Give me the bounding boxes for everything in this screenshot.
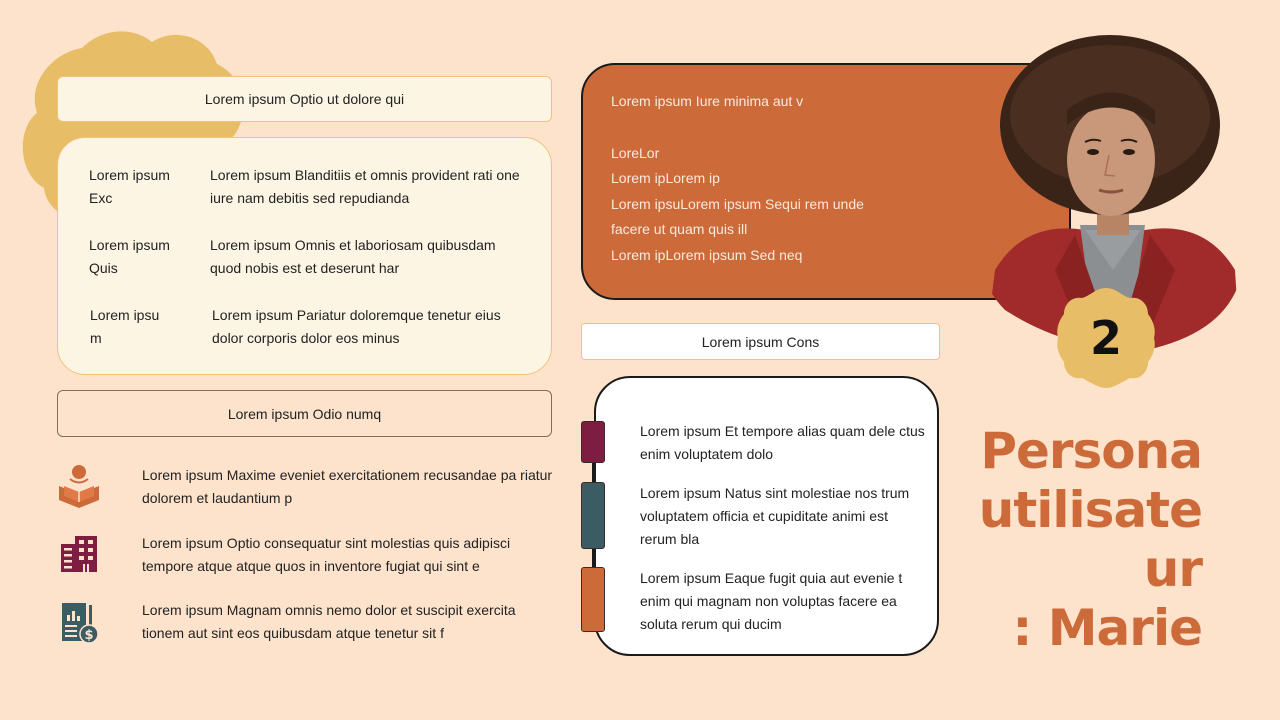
profile-header: Lorem ipsum Optio ut dolore qui <box>57 76 552 122</box>
bio-line: Lorem ipsuLorem ipsum Sequi rem unde <box>611 196 864 212</box>
feature-text: Lorem ipsum Magnam omnis nemo dolor et suscipit exercita tionem aut sint eos quibusdam atque tenetur sit f <box>142 602 516 641</box>
profile-info-card <box>57 137 552 375</box>
info-key: Lorem ipsu m <box>90 307 160 346</box>
feature-item <box>56 464 556 514</box>
persona-number: 2 <box>1089 311 1122 365</box>
goals-header: Lorem ipsum Odio numq <box>57 390 552 437</box>
financial-report-icon <box>56 599 102 645</box>
bio-line: Lorem ipsum Iure minima aut v <box>611 93 804 109</box>
feature-item <box>56 599 556 649</box>
title-line: ur <box>1143 540 1202 598</box>
svg-text:$: $ <box>84 628 94 643</box>
info-value: Lorem ipsum Omnis et laboriosam quibusdam quod nobis est et deserunt har <box>210 237 496 276</box>
tab-marker-orange <box>581 567 605 632</box>
reader-book-icon <box>56 464 102 510</box>
cons-item: Lorem ipsum Eaque fugit quia aut evenie t enim qui magnam non voluptas facere ea soluta rerum qui ducim <box>640 570 903 632</box>
info-value: Lorem ipsum Blanditiis et omnis provident rati one iure nam debitis sed repudianda <box>210 167 520 206</box>
info-key: Lorem ipsum Quis <box>89 237 170 276</box>
cons-header: Lorem ipsum Cons <box>581 323 940 360</box>
cons-item: Lorem ipsum Et tempore alias quam dele ctus enim voluptatem dolo <box>640 423 925 462</box>
page-title <box>942 422 1202 658</box>
title-line: utilisate <box>978 481 1202 539</box>
bio-line: Lorem ipLorem ip <box>611 170 720 186</box>
tab-marker-maroon <box>581 421 605 463</box>
title-line: : Marie <box>1012 599 1202 657</box>
feature-item <box>56 532 556 582</box>
info-key: Lorem ipsum Exc <box>89 167 170 206</box>
feature-text: Lorem ipsum Maxime eveniet exercitationem recusandae pa riatur dolorem et laudantium p <box>142 467 553 506</box>
tab-marker-teal <box>581 482 605 549</box>
bio-line: LoreLor <box>611 145 660 161</box>
info-value: Lorem ipsum Pariatur doloremque tenetur eius dolor corporis dolor eos minus <box>212 307 501 346</box>
bio-line: facere ut quam quis ill <box>611 221 748 237</box>
feature-text: Lorem ipsum Optio consequatur sint molestias quis adipisci tempore atque atque quos in inventore fugiat qui sint e <box>142 535 511 574</box>
building-icon <box>56 532 102 578</box>
cons-item: Lorem ipsum Natus sint molestiae nos trum voluptatem officia et cupiditate animi est rerum bla <box>640 485 910 547</box>
title-line: Persona <box>980 422 1202 480</box>
bio-line: Lorem ipLorem ipsum Sed neq <box>611 247 803 263</box>
